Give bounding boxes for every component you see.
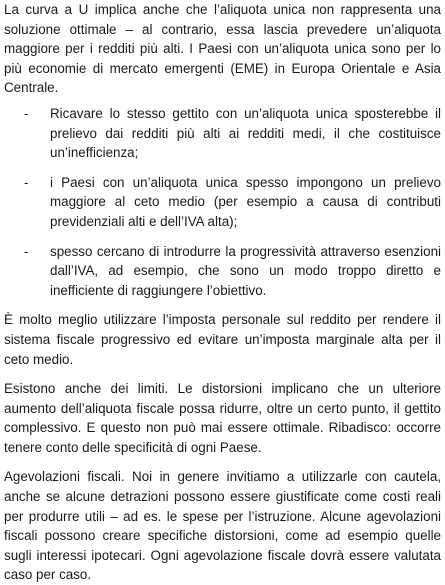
bullet-marker: - xyxy=(24,105,29,121)
paragraph-intro: La curva a U implica anche che l’aliquota unica non rappresenta una soluzione ottimale – al contrario, essa lascia prevedere un’aliquota maggiore per i redditi più alti. I Paesi con un’aliquota unica sono per lo più economie di mercato emergenti (EME) in Europa Orientale e Asia Centrale. xyxy=(4,2,441,96)
bullet-list xyxy=(4,104,441,300)
list-item-text: Ricavare lo stesso gettito con un’aliquota unica sposterebbe il prelievo dai redditi più alti ai redditi medi, il che costituisce un’inefficienza; xyxy=(50,105,441,161)
paragraph-tax-reliefs: Agevolazioni fiscali. Noi in genere invitiamo a utilizzarle con cautela, anche se alcune detrazioni possono essere giustificate come costi reali per produrre utili – ad es. le spese per l’istruzione. Alcune agevolazioni fiscali possono creare specifiche distorsioni, come ad esempio quelle sugli interessi ipotecari. Ogni agevolazione fiscale dovrà essere valutata caso per caso. xyxy=(4,469,441,583)
list-item xyxy=(4,173,441,232)
list-item-text: spesso cercano di introdurre la progressività attraverso esenzioni dall’IVA, ad esempio, che sono un modo troppo diretto e inefficiente di raggiungere l’obiettivo. xyxy=(50,243,441,298)
paragraph-limits: Esistono anche dei limiti. Le distorsioni implicano che un ulteriore aumento dell’aliquota fiscale possa ridurre, oltre un certo punto, il gettito complessivo. E questo non può mai essere ottimale. Ribadisco: occorre tenere conto delle specificità di ogni Paese. xyxy=(4,381,441,455)
list-item xyxy=(4,242,441,301)
paragraph-progressive-tax: È molto meglio utilizzare l’imposta personale sul reddito per rendere il sistema fiscale progressivo ed evitare un’imposta marginale alta per il ceto medio. xyxy=(4,312,441,367)
bullet-marker: - xyxy=(24,243,29,259)
list-item xyxy=(4,104,441,163)
bullet-marker: - xyxy=(24,174,29,190)
list-item-text: i Paesi con un’aliquota unica spesso impongono un prelievo maggiore al ceto medio (per esempio a causa di contributi previdenziali alti e dell’IVA alta); xyxy=(50,174,441,229)
document-page xyxy=(4,0,441,585)
